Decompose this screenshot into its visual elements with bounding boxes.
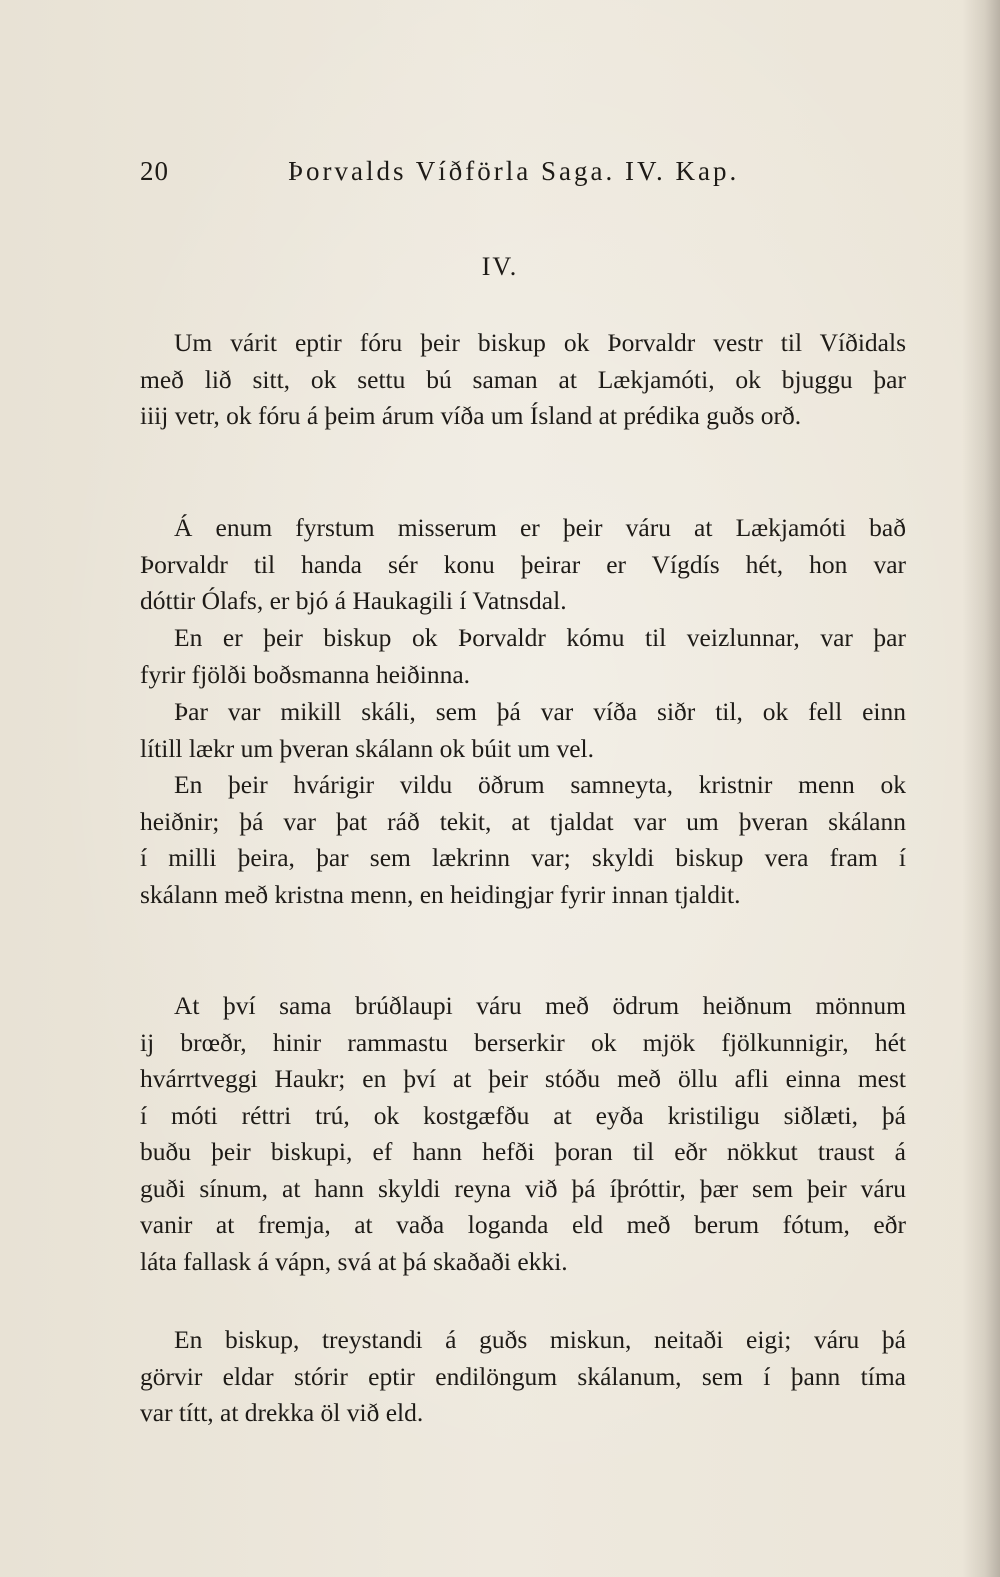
chapter-heading: IV.: [481, 252, 519, 281]
paragraph-7: [140, 1322, 906, 1432]
page-number: 20: [140, 156, 169, 186]
text-line: láta fallask á vápn, svá at þá skaðaði ekki.: [140, 1246, 568, 1276]
text-line: var títt, at drekka öl við eld.: [140, 1398, 424, 1427]
paragraph-2: [140, 510, 906, 620]
text-line: Á enum fyrstum misserum er þeir váru at Lækjamóti bað: [174, 513, 906, 542]
text-line: með lið sitt, ok settu bú saman at Lækjamóti, ok bjuggu þar: [140, 364, 906, 394]
text-line: lítill lækr um þveran skálann ok búit um vel.: [140, 733, 594, 763]
paragraph-1: [140, 325, 906, 435]
text-line: Þorvaldr til handa sér konu þeirar er Vígdís hét, hon var: [140, 549, 906, 579]
text-line: vanir at fremja, at vaða loganda eld með berum fótum, eðr: [140, 1210, 906, 1239]
paragraph-6: [140, 988, 906, 1280]
text-line: hvárrtveggi Haukr; en því at þeir stóðu með öllu afli einna mest: [140, 1064, 906, 1093]
paragraph-3: [140, 620, 906, 693]
text-line: heiðnir; þá var þat ráð tekit, at tjaldat var um þveran skálann: [140, 806, 906, 836]
text-line: En er þeir biskup ok Þorvaldr kómu til veizlunnar, var þar: [174, 623, 906, 652]
text-line: í móti réttri trú, ok kostgæfðu at eyða kristiligu siðlæti, þá: [140, 1100, 906, 1130]
paragraph-4: [140, 694, 906, 767]
text-line: dóttir Ólafs, er bjó á Haukagili í Vatnsdal.: [140, 586, 567, 615]
text-line: ij brœðr, hinir rammastu berserkir ok mjök fjölkunnigir, hét: [140, 1027, 906, 1057]
running-title: Þorvalds Víðförla Saga. IV. Kap.: [288, 156, 740, 186]
text-line: í milli þeira, þar sem lækrinn var; skyldi biskup vera fram í: [140, 843, 906, 872]
text-line: fyrir fjölði boðsmanna heiðinna.: [140, 659, 471, 689]
page-header: [140, 156, 900, 196]
paragraph-5: [140, 767, 906, 913]
text-line: skálann með kristna menn, en heidingjar fyrir innan tjaldit.: [140, 879, 741, 909]
text-line: At því sama brúðlaupi váru með ödrum heiðnum mönnum: [174, 991, 906, 1020]
text-line: görvir eldar stórir eptir endilöngum skálanum, sem í þann tíma: [140, 1361, 906, 1391]
text-line: Um várit eptir fóru þeir biskup ok Þorvaldr vestr til Víðidals: [174, 328, 906, 357]
text-line: En biskup, treystandi á guðs miskun, neitaði eigi; váru þá: [174, 1325, 906, 1354]
text-line: iiij vetr, ok fóru á þeim árum víða um Ísland at prédika guðs orð.: [140, 401, 802, 430]
text-line: En þeir hvárigir vildu öðrum samneyta, kristnir menn ok: [174, 770, 906, 799]
text-line: Þar var mikill skáli, sem þá var víða siðr til, ok fell einn: [174, 697, 906, 726]
text-line: buðu þeir biskupi, ef hann hefði þoran til eðr nökkut traust á: [140, 1137, 906, 1166]
text-line: guði sínum, at hann skyldi reyna við þá íþróttir, þær sem þeir váru: [140, 1173, 906, 1203]
page-edge-shadow: [962, 0, 1000, 1577]
